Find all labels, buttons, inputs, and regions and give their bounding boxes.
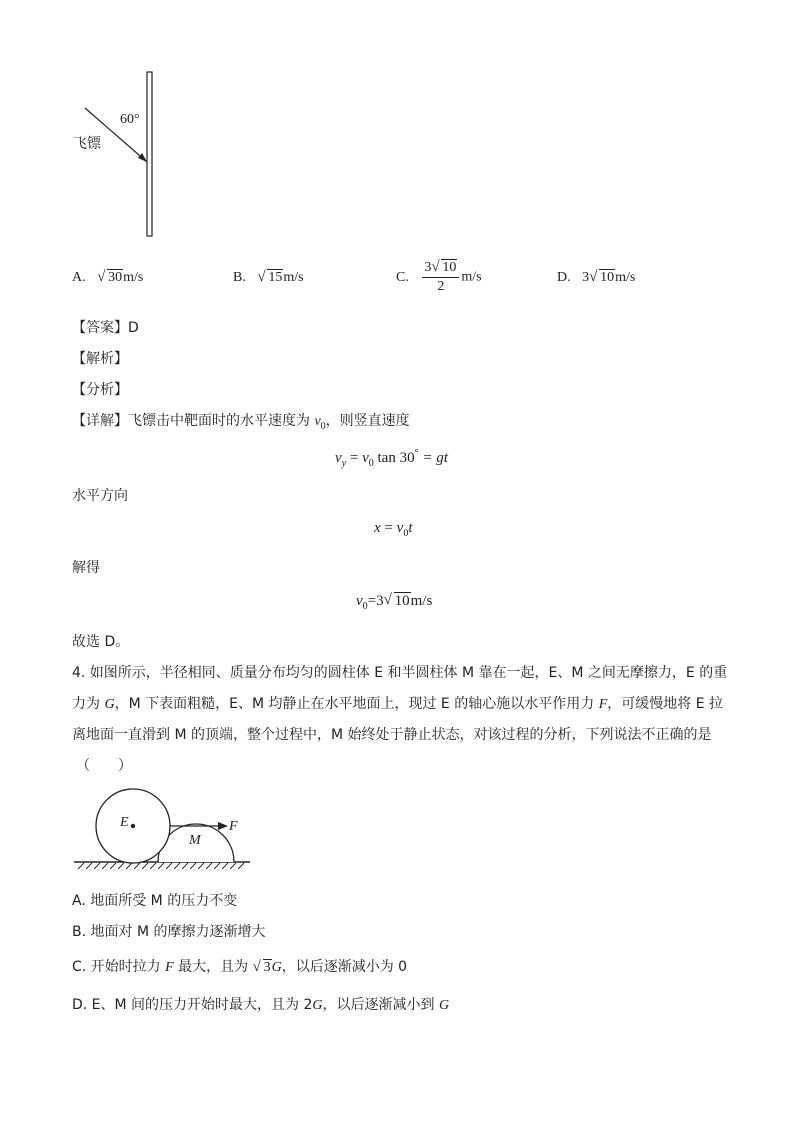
sqrt-symbol: √ 10 [589, 270, 615, 286]
option-c[interactable]: C. $\frac{3√ 10}{2}$ m/s [396, 259, 482, 296]
label-f: F [229, 819, 238, 834]
option-d[interactable]: D. 3√ 10m/s [557, 270, 635, 286]
option-b[interactable]: B. √ 15m/s [233, 270, 304, 286]
answer-line: 【答案】D [72, 320, 139, 336]
figure-dart [70, 70, 180, 240]
q4-option-d[interactable]: D. E、M 间的压力开始时最大，且为 2G，以后逐渐减小到 G [72, 997, 450, 1013]
conclusion: 故选 D。 [72, 634, 130, 650]
q4-option-a[interactable]: A. 地面所受 M 的压力不变 [72, 893, 238, 909]
ground-hatching [78, 863, 244, 869]
axis-dot [131, 824, 135, 828]
equation-horizontal: $x = v_0t$ [374, 520, 413, 539]
dart-diagram [70, 70, 180, 240]
q4-bracket: （ ） [76, 758, 132, 774]
dart-label: 飞镖 [73, 136, 101, 152]
sqrt-symbol: √ 30 [97, 270, 123, 286]
q4-line2: 力为 G，M 下表面粗糙，E、M 均静止在水平地面上，现过 E 的轴心施以水平作用力 F，可缓慢地将 E 拉 [72, 696, 723, 712]
dart-arrowhead [138, 153, 147, 162]
angle-label: 60° [120, 112, 140, 127]
solve-label: 解得 [72, 560, 100, 576]
label-e: E [120, 815, 129, 830]
option-a[interactable]: A. √ 30m/s [72, 270, 143, 286]
cylinders-diagram [72, 782, 252, 874]
figure-cylinders [72, 782, 252, 874]
detail-line: 【详解】飞镖击中靶面时的水平速度为 $v_0$，则竖直速度 [72, 413, 410, 432]
horizontal-direction: 水平方向 [72, 488, 128, 504]
fraction: $\frac{3√ 10}{2}$ [422, 259, 459, 296]
equation-vertical-velocity: $v_y = v_0$ tan 30° = gt [335, 448, 448, 469]
q4-line1: 4. 如图所示，半径相同、质量分布均匀的圆柱体 E 和半圆柱体 M 靠在一起，E、M 之间无摩擦力，E 的重 [72, 665, 728, 681]
target-board [147, 72, 152, 236]
q4-option-c[interactable]: C. 开始时拉力 F 最大，且为 √ 3G，以后逐渐减小为 0 [72, 956, 407, 976]
force-arrowhead [218, 822, 228, 830]
fenxi-tag: 【分析】 [72, 382, 128, 398]
sqrt-symbol: √ 15 [257, 270, 283, 286]
label-m: M [189, 833, 201, 848]
equation-result: $v_0=3√$ 10m/s [356, 593, 432, 612]
analysis-tag: 【解析】 [72, 351, 128, 367]
q4-option-b[interactable]: B. 地面对 M 的摩擦力逐渐增大 [72, 924, 266, 940]
q4-line3: 离地面一直滑到 M 的顶端，整个过程中，M 始终处于静止状态，对该过程的分析，下列说法不正确的是 [72, 727, 712, 743]
